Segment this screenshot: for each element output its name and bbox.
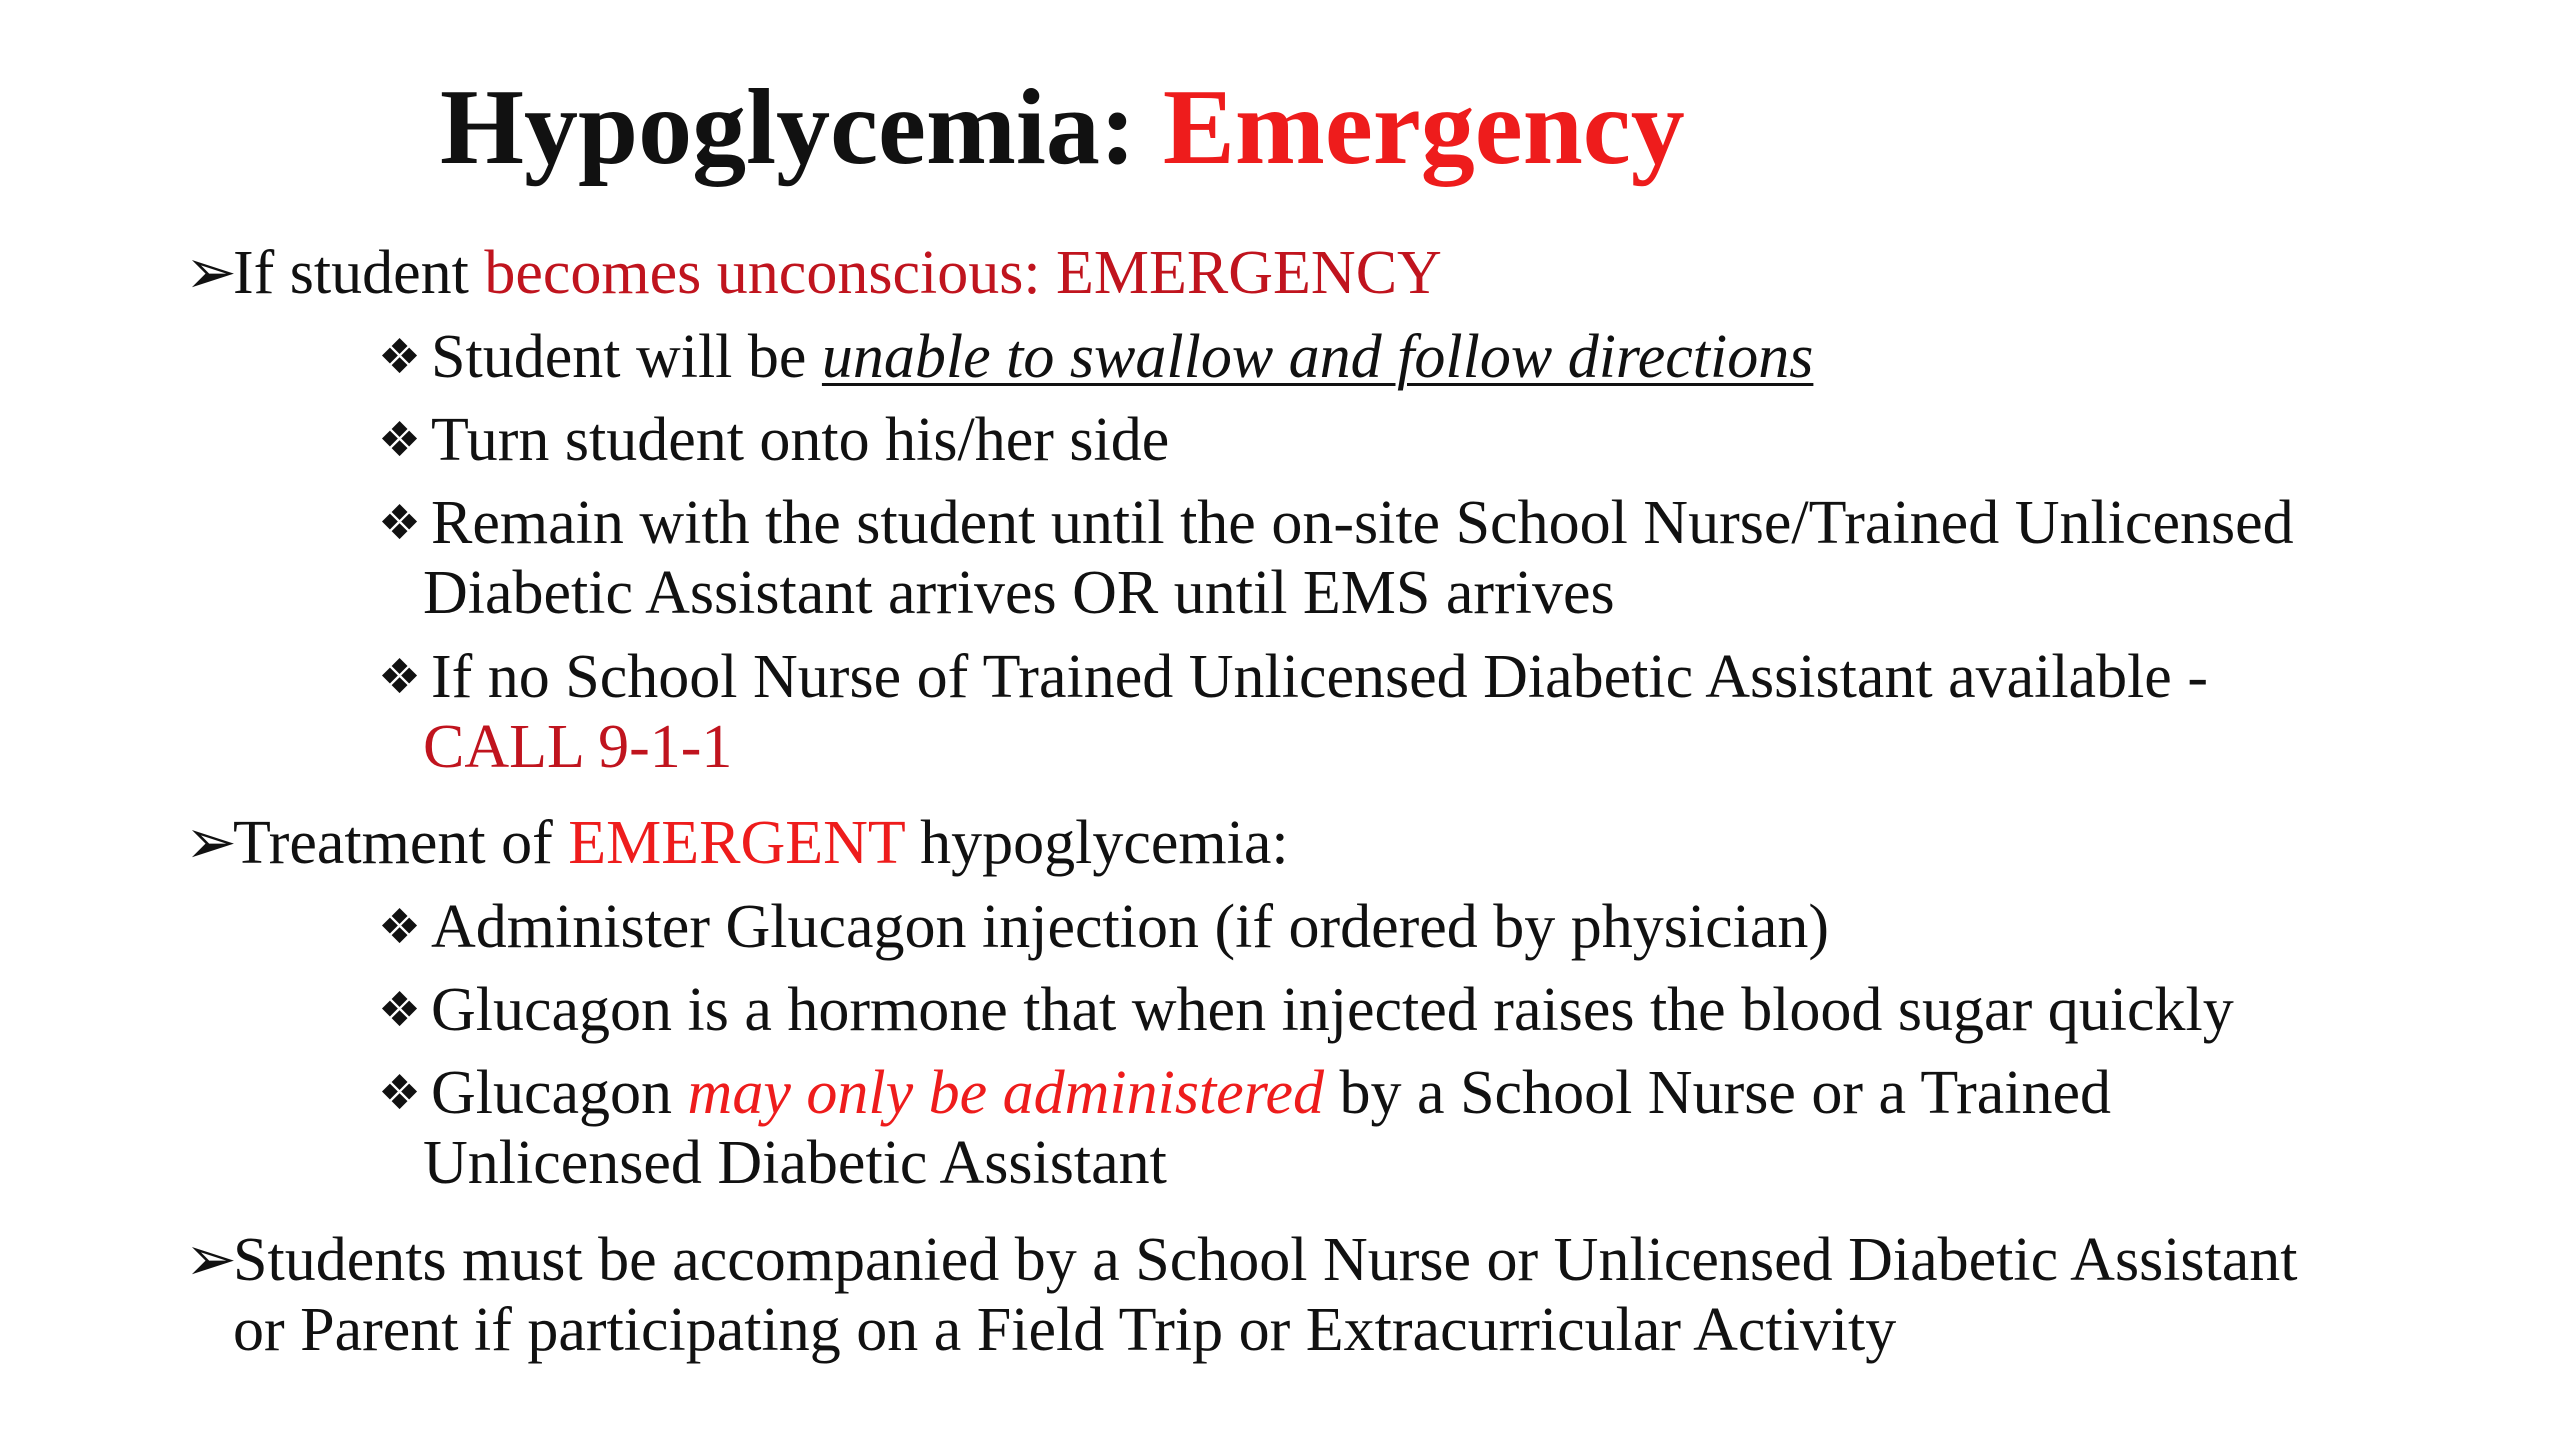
sub-bullet-continuation: Diabetic Assistant arrives OR until EMS arrives <box>423 559 1615 627</box>
sub-bullet-text: Glucagon is a hormone that when injected raises the blood sugar quickly <box>431 976 2234 1044</box>
sub-bullet-turn-student <box>378 405 1169 475</box>
bullet-treatment <box>185 808 1289 878</box>
slide-title <box>440 66 1685 190</box>
sub-bullet-call-text: CALL 9-1-1 <box>423 713 733 781</box>
sub-bullet-text: Remain with the student until the on-site School Nurse/Trained Unlicensed <box>431 489 2294 557</box>
sub-bullet-emphasis: may only be administered <box>687 1059 1325 1127</box>
sub-bullet-administer <box>378 892 1829 962</box>
sub-bullet-text: Glucagon <box>431 1059 688 1127</box>
four-diamond-bullet-icon: ❖ <box>378 412 422 468</box>
sub-bullet-text: Turn student onto his/her side <box>431 406 1170 474</box>
four-diamond-bullet-icon: ❖ <box>378 329 422 385</box>
title-main: Hypoglycemia: <box>440 68 1163 187</box>
arrowhead-bullet-icon: ➢ <box>185 809 237 877</box>
sub-bullet-call-911 <box>378 642 2208 782</box>
four-diamond-bullet-icon: ❖ <box>378 649 422 705</box>
sub-bullet-text: Student will be <box>431 323 822 391</box>
bullet-text: If student <box>233 239 485 307</box>
bullet-highlight: EMERGENT <box>568 809 905 877</box>
sub-bullet-text: Administer Glucagon injection (if ordered by physician) <box>431 893 1830 961</box>
sub-bullet-remain <box>378 488 2294 628</box>
four-diamond-bullet-icon: ❖ <box>378 982 422 1038</box>
sub-bullet-text: If no School Nurse of Trained Unlicensed Diabetic Assistant available - <box>431 643 2208 711</box>
arrowhead-bullet-icon: ➢ <box>185 239 237 307</box>
four-diamond-bullet-icon: ❖ <box>378 1065 422 1121</box>
four-diamond-bullet-icon: ❖ <box>378 495 422 551</box>
bullet-text: Students must be accompanied by a School Nurse or Unlicensed Diabetic Assistant <box>233 1226 2298 1294</box>
bullet-field-trip <box>185 1225 2298 1365</box>
sub-bullet-emphasis: unable to swallow and follow directions <box>821 323 1814 391</box>
title-emphasis: Emergency <box>1162 68 1685 187</box>
sub-bullet-administered-by <box>378 1058 2111 1198</box>
arrowhead-bullet-icon: ➢ <box>185 1226 237 1294</box>
sub-bullet-continuation: Unlicensed Diabetic Assistant <box>423 1129 1167 1197</box>
sub-bullet-swallow <box>378 322 1813 392</box>
four-diamond-bullet-icon: ❖ <box>378 899 422 955</box>
bullet-continuation: or Parent if participating on a Field Trip or Extracurricular Activity <box>233 1296 1897 1364</box>
bullet-unconscious <box>185 238 1442 308</box>
bullet-text-suffix: hypoglycemia: <box>904 809 1289 877</box>
sub-bullet-hormone <box>378 975 2234 1045</box>
sub-bullet-text-suffix: by a School Nurse or a Trained <box>1324 1059 2112 1127</box>
bullet-highlight: becomes unconscious: EMERGENCY <box>484 239 1442 307</box>
bullet-text: Treatment of <box>233 809 569 877</box>
